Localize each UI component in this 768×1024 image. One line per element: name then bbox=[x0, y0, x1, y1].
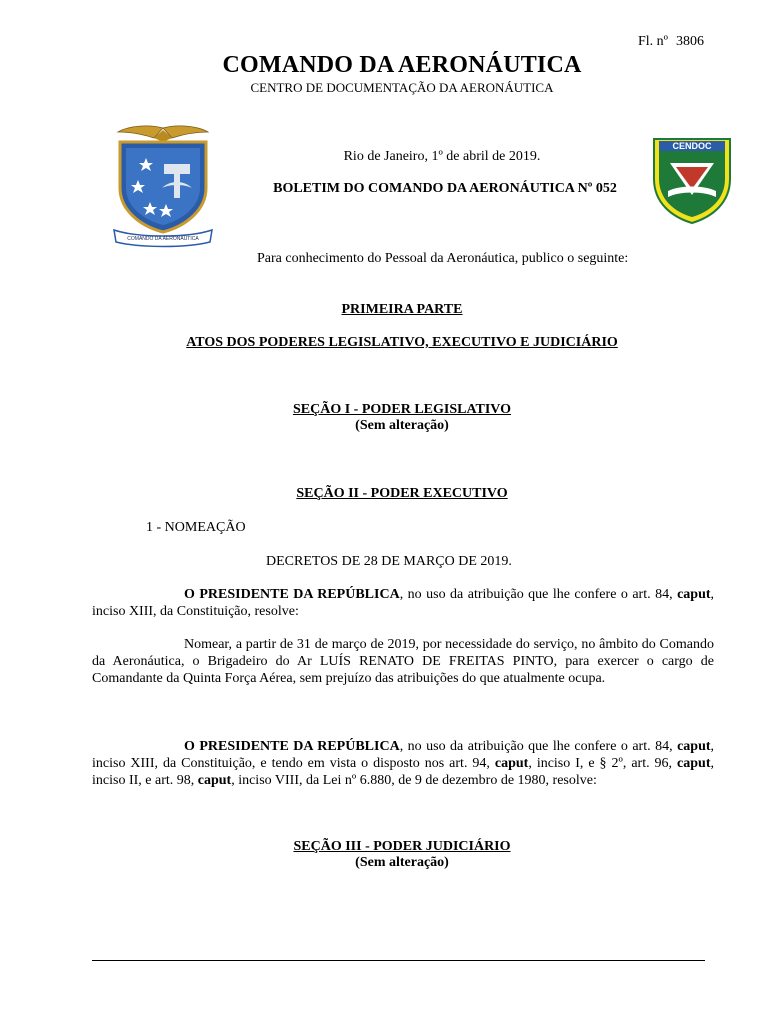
caput-3: caput bbox=[494, 756, 529, 771]
caput-1: caput bbox=[677, 587, 711, 602]
paragraph-3-text-b: , inciso XIII, da Constituição, e tendo em vista o disposto nos art. 94, bbox=[92, 739, 715, 771]
page-subtitle: CENTRO DE DOCUMENTAÇÃO DA AERONÁUTICA bbox=[250, 80, 554, 95]
paragraph-2 bbox=[92, 636, 714, 687]
paragraph-1-text-b: , inciso XIII, da Constituição, resolve: bbox=[92, 587, 715, 619]
paragraph-2-text: Nomear, a partir de 31 de março de 2019, por necessidade do serviço, no âmbito do Comando da Aeronáutica, o Brigadeiro do Ar LUÍS RENATO DE FREITAS PINTO, para exercer o cargo de Comandante da Quinta Força Aérea, sem prejuízo das atribuições do que atualmente ocupa. bbox=[92, 637, 714, 686]
folio-label: Fl. nº bbox=[638, 34, 669, 49]
paragraph-1-text-a: , no uso da atribuição que lhe confere o art. 84, bbox=[399, 587, 678, 602]
date-line: Rio de Janeiro, 1º de abril de 2019. bbox=[343, 149, 541, 164]
paragraph-1 bbox=[92, 586, 714, 620]
paragraph-3-text-d: , inciso II, e art. 98, bbox=[92, 756, 714, 788]
intro-text: Para conhecimento do Pessoal da Aeronáutica, publico o seguinte: bbox=[257, 251, 629, 266]
part-title: PRIMEIRA PARTE bbox=[341, 302, 463, 317]
paragraph-3 bbox=[92, 738, 714, 789]
caput-2: caput bbox=[677, 739, 711, 754]
page-title: COMANDO DA AERONÁUTICA bbox=[222, 52, 582, 78]
president-lead-1: O PRESIDENTE DA REPÚBLICA bbox=[184, 587, 400, 602]
section-1-title: SEÇÃO I - PODER LEGISLATIVO bbox=[292, 402, 512, 417]
paragraph-3-text-e: , inciso VIII, da Lei nº 6.880, de 9 de dezembro de 1980, resolve: bbox=[231, 773, 597, 788]
svg-text:CENDOC: CENDOC bbox=[672, 141, 712, 151]
caput-5: caput bbox=[197, 773, 232, 788]
folio-value: 3806 bbox=[676, 34, 705, 49]
section-1 bbox=[0, 402, 768, 434]
section-3 bbox=[0, 839, 768, 871]
acts-title: ATOS DOS PODERES LEGISLATIVO, EXECUTIVO E JUDICIÁRIO bbox=[186, 335, 618, 350]
item-heading: 1 - NOMEAÇÃO bbox=[146, 520, 246, 535]
section-2-title: SEÇÃO II - PODER EXECUTIVO bbox=[296, 486, 508, 501]
caput-4: caput bbox=[677, 756, 711, 771]
cendoc-emblem bbox=[650, 133, 734, 225]
svg-text:COMANDO DA AERONÁUTICA: COMANDO DA AERONÁUTICA bbox=[127, 236, 199, 242]
section-3-title: SEÇÃO III - PODER JUDICIÁRIO bbox=[293, 839, 511, 854]
cendoc-emblem-icon bbox=[650, 133, 734, 225]
decree-line: DECRETOS DE 28 DE MARÇO DE 2019. bbox=[266, 554, 512, 569]
paragraph-3-text-c: , inciso I, e § 2º, art. 96, bbox=[528, 756, 678, 771]
section-1-status: (Sem alteração) bbox=[355, 418, 449, 433]
section-3-status: (Sem alteração) bbox=[355, 855, 449, 870]
bulletin-title: BOLETIM DO COMANDO DA AERONÁUTICA Nº 052 bbox=[273, 181, 617, 196]
paragraph-3-text-a: , no uso da atribuição que lhe confere o art. 84, bbox=[399, 739, 678, 754]
section-2 bbox=[0, 486, 768, 502]
footer-divider bbox=[92, 960, 705, 961]
folio-number bbox=[638, 34, 704, 50]
president-lead-2: O PRESIDENTE DA REPÚBLICA bbox=[184, 739, 400, 754]
